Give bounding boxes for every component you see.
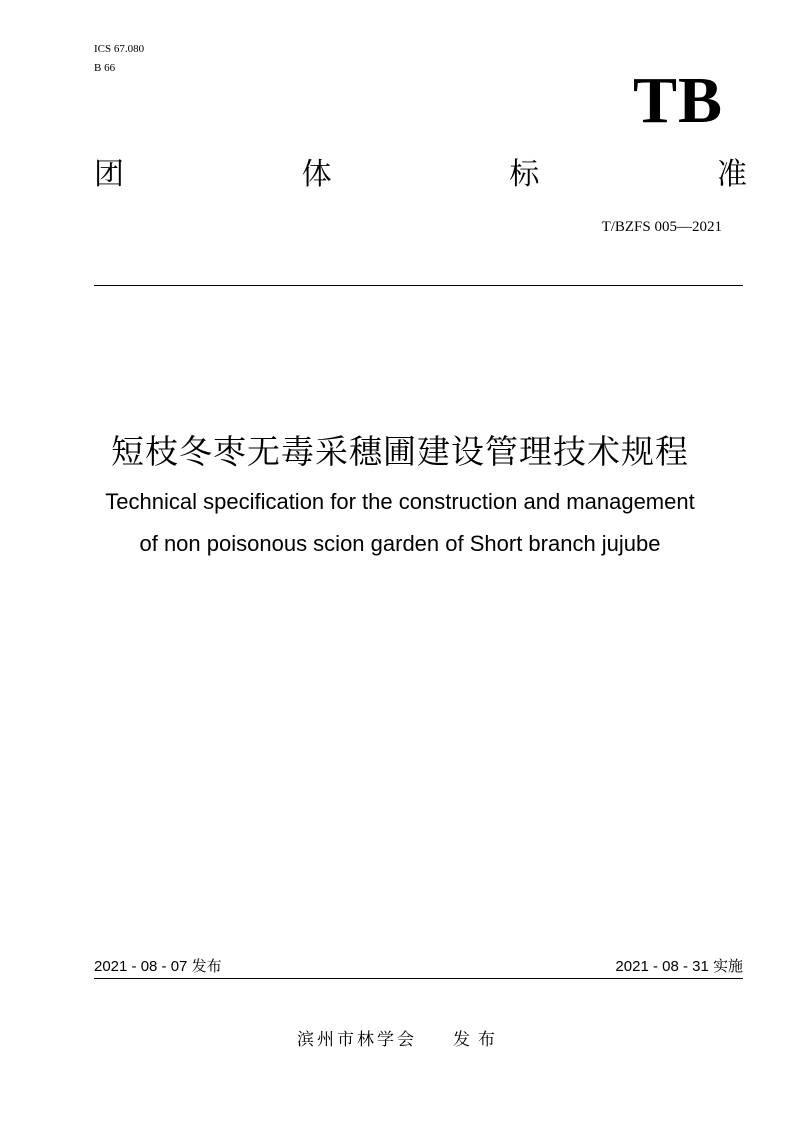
implementation-date: 2021 - 08 - 31 实施 [615, 958, 743, 975]
standard-type-char: 标 [509, 157, 540, 192]
title-english [0, 481, 800, 565]
ics-code: ICS 67.080 [94, 43, 145, 55]
standard-type-char: 准 [716, 157, 747, 192]
standard-logo: TB [632, 64, 723, 137]
title-english-line-1: Technical specification for the construction and management [105, 489, 695, 514]
issue-date: 2021 - 08 - 07 发布 [94, 958, 222, 975]
standard-number: T/BZFS 005—2021 [601, 219, 722, 235]
header-divider [94, 285, 743, 286]
dates-row [94, 958, 743, 976]
standard-type-char: 团 [94, 157, 124, 192]
publisher-line [0, 1028, 800, 1052]
publisher-organization: 滨州市林学会 [297, 1030, 417, 1050]
title-chinese: 短枝冬枣无毒采穗圃建设管理技术规程 [111, 432, 689, 471]
ccs-code: B 66 [94, 62, 116, 74]
footer-divider [94, 978, 743, 979]
standard-type-char: 体 [301, 157, 332, 192]
standard-type-heading [94, 157, 747, 193]
title-english-line-2: of non poisonous scion garden of Short branch jujube [139, 531, 661, 556]
publisher-action: 发布 [453, 1030, 503, 1050]
